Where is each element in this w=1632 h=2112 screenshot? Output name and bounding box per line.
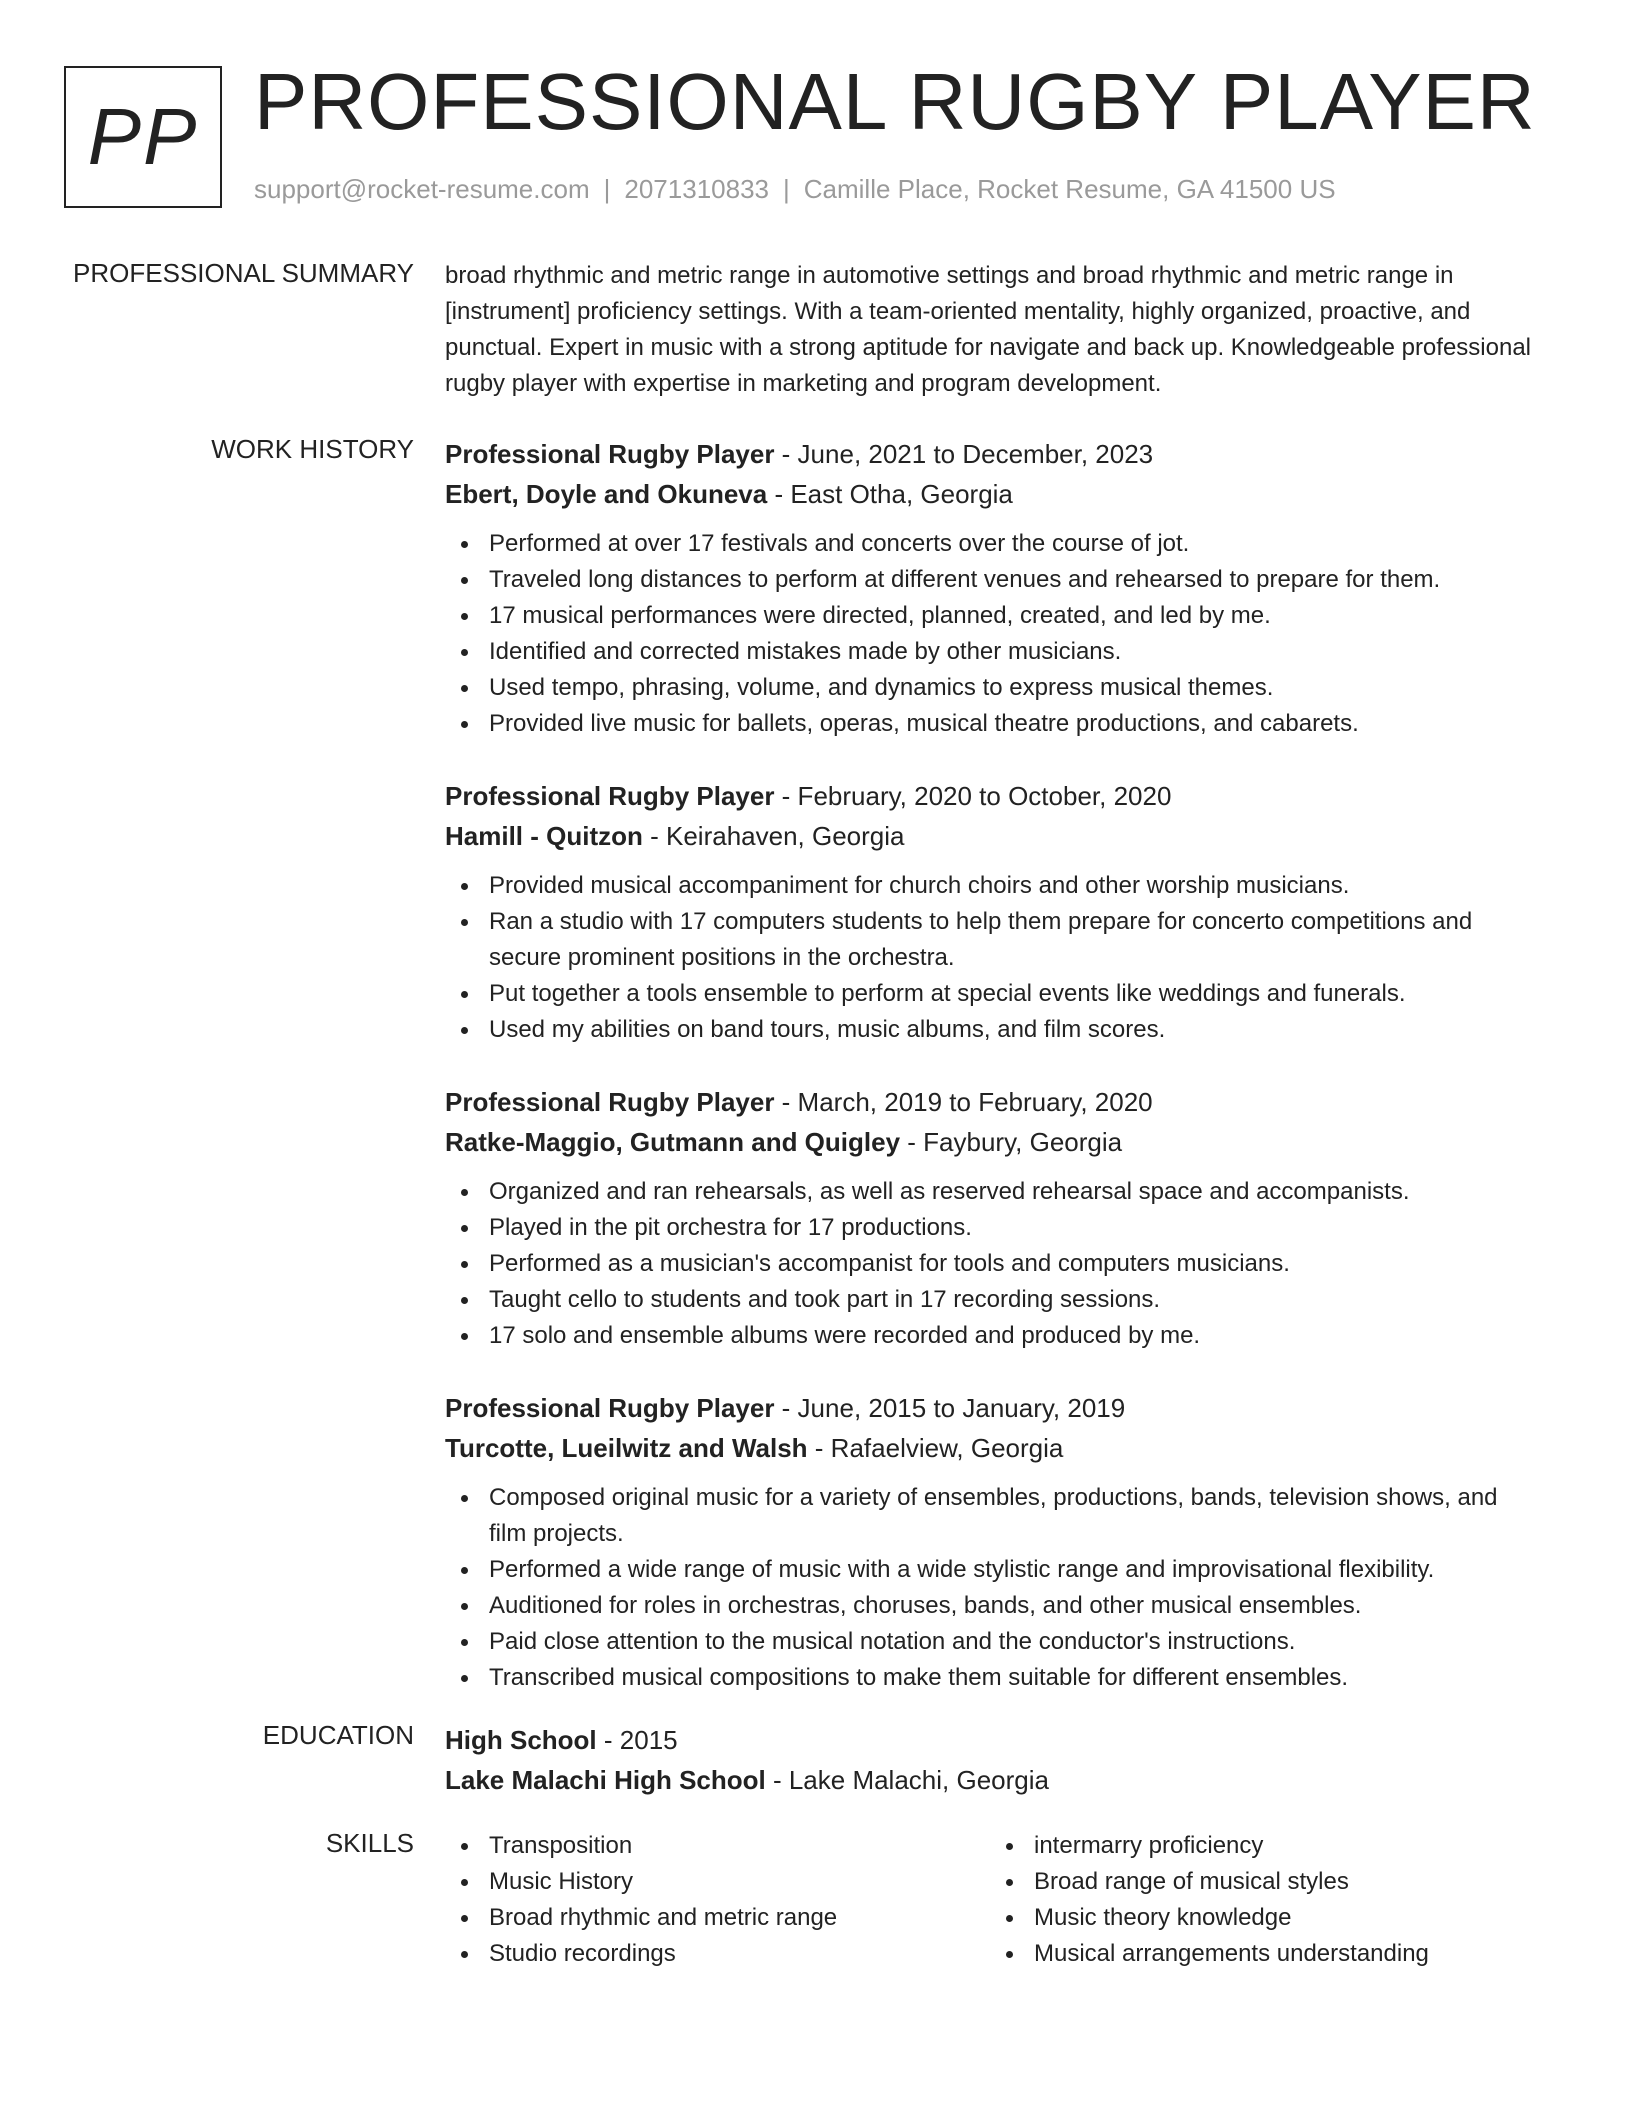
contact-email: support@rocket-resume.com <box>254 174 590 204</box>
job-bullet: 17 musical performances were directed, planned, created, and led by me. <box>445 598 1535 634</box>
job-bullet: Performed at over 17 festivals and concerts over the course of jot. <box>445 526 1535 562</box>
skill-item: Music theory knowledge <box>990 1900 1535 1936</box>
monogram <box>64 66 222 208</box>
education-location: - Lake Malachi, Georgia <box>765 1765 1049 1795</box>
job-bullet: Performed a wide range of music with a wide stylistic range and improvisational flexibility. <box>445 1552 1535 1588</box>
contact-separator: | <box>783 174 790 204</box>
job-dates: - June, 2021 to December, 2023 <box>774 439 1154 469</box>
job-company: Hamill - Quitzon <box>445 821 643 851</box>
job-dates: - March, 2019 to February, 2020 <box>774 1087 1153 1117</box>
job-company: Ratke-Maggio, Gutmann and Quigley <box>445 1127 901 1157</box>
section-title: EDUCATION <box>262 1720 414 1750</box>
job-bullet: Composed original music for a variety of ensembles, productions, bands, television shows, and film projects. <box>445 1480 1535 1552</box>
job-bullet: Ran a studio with 17 computers students to help them prepare for concerto competitions and secure prominent positions in the orchestra. <box>445 904 1535 976</box>
job-bullet: Identified and corrected mistakes made by other musicians. <box>445 634 1535 670</box>
job-bullet: Taught cello to students and took part in 17 recording sessions. <box>445 1282 1535 1318</box>
job-role: Professional Rugby Player <box>445 439 775 469</box>
job-role: Professional Rugby Player <box>445 1393 775 1423</box>
job-role: Professional Rugby Player <box>445 1087 775 1117</box>
job-bullet: Paid close attention to the musical notation and the conductor's instructions. <box>445 1624 1535 1660</box>
contact-phone: 2071310833 <box>624 174 769 204</box>
skill-item: intermarry proficiency <box>990 1828 1535 1864</box>
skills-list-right <box>990 1828 1535 1972</box>
job-company: Turcotte, Lueilwitz and Walsh <box>445 1433 808 1463</box>
job-dates: - February, 2020 to October, 2020 <box>774 781 1172 811</box>
contact-address: Camille Place, Rocket Resume, GA 41500 US <box>803 174 1336 204</box>
job-bullet: Organized and ran rehearsals, as well as reserved rehearsal space and accompanists. <box>445 1174 1535 1210</box>
job-bullet: Played in the pit orchestra for 17 productions. <box>445 1210 1535 1246</box>
job-entry <box>445 1082 1535 1354</box>
education-school: Lake Malachi High School <box>445 1765 766 1795</box>
resume-title: PROFESSIONAL RUGBY PLAYER <box>254 57 1536 146</box>
job-bullet: 17 solo and ensemble albums were recorded and produced by me. <box>445 1318 1535 1354</box>
skill-item: Broad range of musical styles <box>990 1864 1535 1900</box>
monogram-initials: PP <box>87 92 199 181</box>
skill-item: Studio recordings <box>445 1936 990 1972</box>
job-list <box>445 434 1535 1730</box>
summary-text: broad rhythmic and metric range in automotive settings and broad rhythmic and metric range in [instrument] proficiency settings. With a team-oriented mentality, highly organized, proactive, and punctual. Expert in music with a strong aptitude for navigate and back up. Knowledgeable professional rugby player with expertise in marketing and program development. <box>445 262 1531 397</box>
job-bullet: Provided live music for ballets, operas, musical theatre productions, and cabarets. <box>445 706 1535 742</box>
section-title: WORK HISTORY <box>211 434 414 464</box>
job-bullet: Put together a tools ensemble to perform at special events like weddings and funerals. <box>445 976 1535 1012</box>
job-entry <box>445 1388 1535 1696</box>
job-location: - Keirahaven, Georgia <box>642 821 905 851</box>
skills-list-left <box>445 1828 990 1972</box>
job-bullet: Used my abilities on band tours, music albums, and film scores. <box>445 1012 1535 1048</box>
job-company: Ebert, Doyle and Okuneva <box>445 479 768 509</box>
job-bullet: Performed as a musician's accompanist for tools and computers musicians. <box>445 1246 1535 1282</box>
education-year: - 2015 <box>596 1725 678 1755</box>
skill-item: Broad rhythmic and metric range <box>445 1900 990 1936</box>
job-bullet: Traveled long distances to perform at different venues and rehearsed to prepare for them. <box>445 562 1535 598</box>
education-degree: High School <box>445 1725 597 1755</box>
job-role: Professional Rugby Player <box>445 781 775 811</box>
job-dates: - June, 2015 to January, 2019 <box>774 1393 1126 1423</box>
skill-item: Transposition <box>445 1828 990 1864</box>
job-entry <box>445 776 1535 1048</box>
job-bullet: Used tempo, phrasing, volume, and dynamics to express musical themes. <box>445 670 1535 706</box>
section-title: SKILLS <box>325 1828 414 1858</box>
job-location: - Rafaelview, Georgia <box>807 1433 1064 1463</box>
job-location: - East Otha, Georgia <box>767 479 1013 509</box>
skill-item: Musical arrangements understanding <box>990 1936 1535 1972</box>
job-entry <box>445 434 1535 742</box>
skill-item: Music History <box>445 1864 990 1900</box>
job-location: - Faybury, Georgia <box>900 1127 1123 1157</box>
contact-separator: | <box>603 174 611 204</box>
job-bullet: Transcribed musical compositions to make them suitable for different ensembles. <box>445 1660 1535 1696</box>
job-bullet: Provided musical accompaniment for church choirs and other worship musicians. <box>445 868 1535 904</box>
section-title: PROFESSIONAL SUMMARY <box>73 258 414 288</box>
job-bullet: Auditioned for roles in orchestras, choruses, bands, and other musical ensembles. <box>445 1588 1535 1624</box>
contact-line <box>254 174 1336 205</box>
